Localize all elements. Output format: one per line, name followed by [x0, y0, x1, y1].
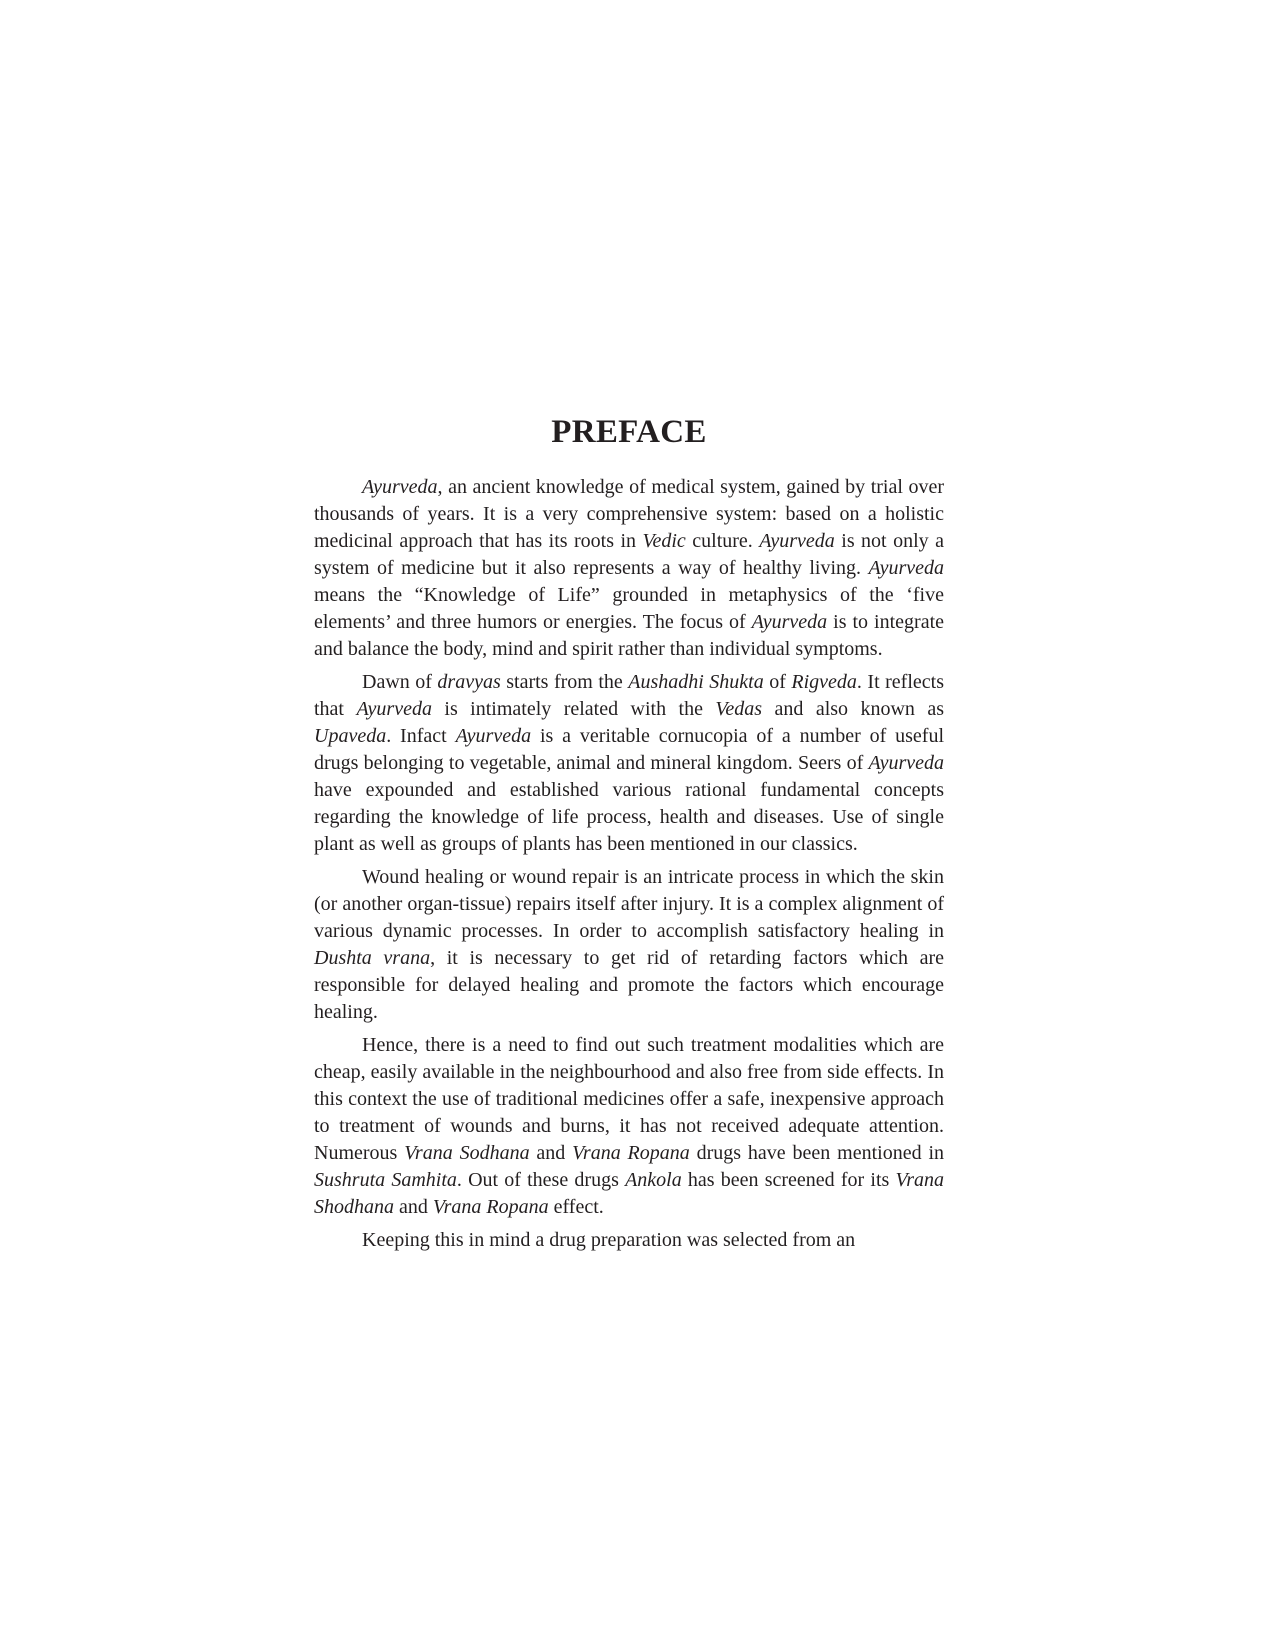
italic-text: Ayurveda [868, 752, 944, 774]
italic-text: Ayurveda [362, 476, 438, 498]
text-run: . Infact [386, 725, 456, 747]
text-run: , it is necessary to get rid of retarding factors which are responsible for delayed healing and promote the factors which encourage healing. [314, 947, 944, 1023]
italic-text: Vrana Shodhana [314, 1169, 944, 1218]
text-run: means the “Knowledge of Life” grounded in metaphysics of the ‘five elements’ and three humors or energies. The focus of [314, 584, 944, 633]
italic-text: dravyas [437, 671, 501, 693]
text-run: Keeping this in mind a drug preparation was selected from an [362, 1229, 856, 1251]
text-run: is intimately related with the [431, 698, 716, 720]
text-run: is not only a system of medicine but it also represents a way of healthy living. [314, 530, 944, 579]
text-run: is a veritable cornucopia of a number of useful drugs belonging to vegetable, animal and mineral kingdom. Seers of [314, 725, 944, 774]
text-run: Hence, there is a need to find out such treatment modalities which are cheap, easily available in the neighbourhood and also free from side effects. In this context the use of traditional medicines offer a safe, inexpensive approach to treatment of wounds and burns, it has not received adequate attention. Numerous [314, 1034, 944, 1164]
italic-text: Vedas [715, 698, 763, 720]
italic-text: Upaveda [314, 725, 387, 747]
text-run: drugs have been mentioned in [689, 1142, 944, 1164]
italic-text: Ayurveda [759, 530, 835, 552]
text-run: has been screened for its [681, 1169, 896, 1191]
text-run: have expounded and established various rational fundamental concepts regarding the knowledge of life process, health and diseases. Use of single plant as well as groups of plants has been mentioned in our classics. [314, 779, 944, 855]
italic-text: Ankola [625, 1169, 682, 1191]
italic-text: Ayurveda [455, 725, 532, 747]
paragraph [314, 1032, 944, 1221]
text-run: and [529, 1142, 573, 1164]
italic-text: Vrana Ropana [432, 1196, 549, 1218]
paragraph [314, 1227, 944, 1254]
italic-text: Vrana Sodhana [404, 1142, 530, 1164]
text-run: is to integrate and balance the body, mind and spirit rather than individual symptoms. [314, 611, 945, 660]
text-run: . Out of these drugs [456, 1169, 626, 1191]
page-title: PREFACE [551, 414, 707, 450]
paragraph [314, 474, 944, 663]
text-run: . It reflects that [314, 671, 944, 720]
text-run: Wound healing or wound repair is an intricate process in which the skin (or another organ-tissue) repairs itself after injury. It is a complex alignment of various dynamic processes. In order to accomplish satisfactory healing in [314, 866, 944, 942]
italic-text: Aushadhi Shukta [628, 671, 764, 693]
paragraph [314, 864, 944, 1026]
text-run: and [394, 1196, 433, 1218]
text-run: effect. [548, 1196, 604, 1218]
text-run: and also known as [762, 698, 945, 720]
italic-text: Rigveda [791, 671, 857, 693]
italic-text: Sushruta Samhita [314, 1169, 457, 1191]
italic-text: Ayurveda [868, 557, 944, 579]
text-run: Dawn of [362, 671, 438, 693]
italic-text: Vrana Ropana [572, 1142, 690, 1164]
italic-text: Ayurveda [751, 611, 828, 633]
preface-body [314, 412, 944, 1260]
italic-text: Vedic [642, 530, 686, 552]
italic-text: Ayurveda [356, 698, 432, 720]
text-run: , an ancient knowledge of medical system, gained by trial over thousands of years. It is a very comprehensive system: based on a holistic medicinal approach that has its roots in [314, 476, 944, 552]
italic-text: Dushta vrana [314, 947, 431, 969]
text-run: of [763, 671, 792, 693]
text-run: culture. [685, 530, 760, 552]
paragraph [314, 669, 944, 858]
text-run: starts from the [500, 671, 629, 693]
